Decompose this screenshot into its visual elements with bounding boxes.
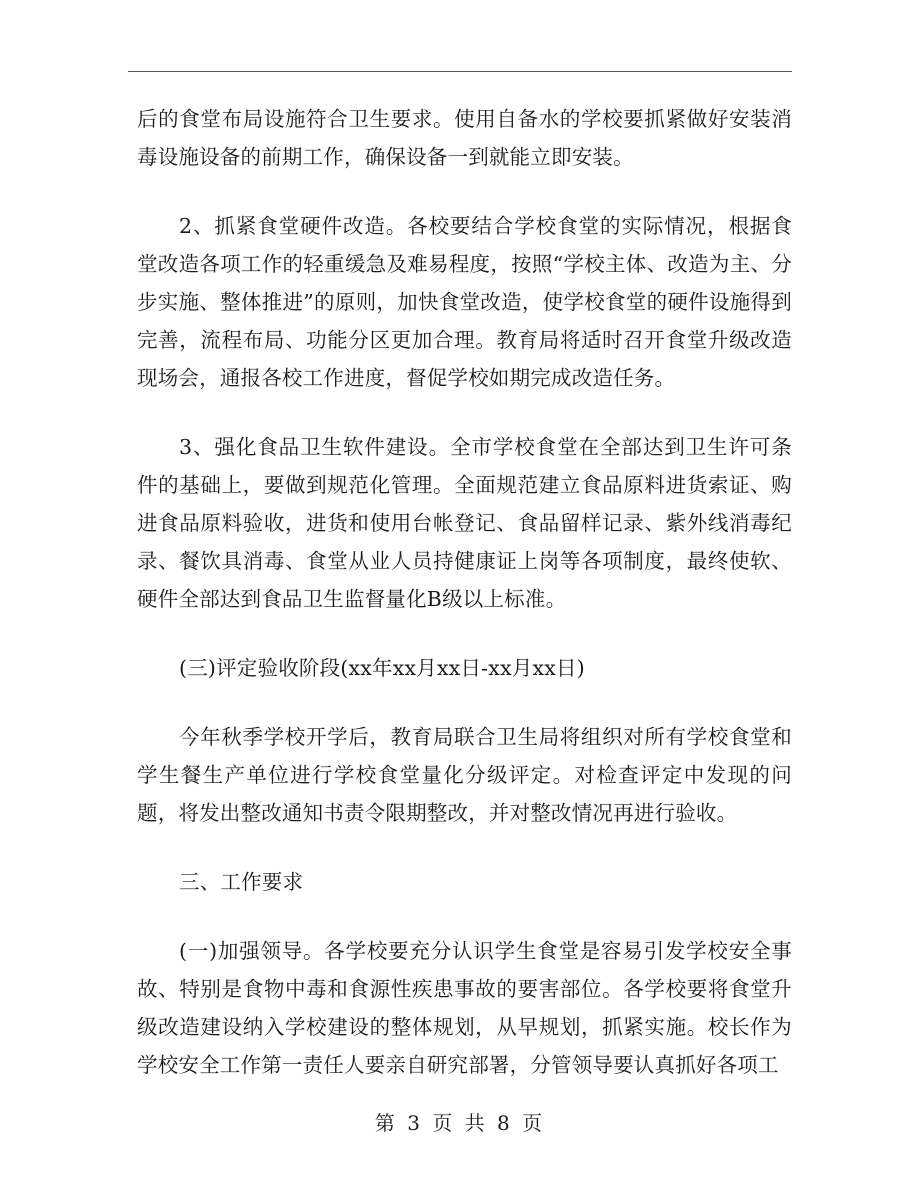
paragraph-continuation: 后的食堂布局设施符合卫生要求。使用自备水的学校要抓紧做好安装消毒设施设备的前期工作，确保设备一到就能立即安装。: [137, 107, 792, 169]
document-body: [137, 100, 792, 1115]
section-heading-evaluation: (三)评定验收阶段(xx年xx月xx日-xx月xx日): [179, 656, 585, 680]
page-number: 第 3 页 共 8 页: [374, 1111, 546, 1135]
paragraph-leadership: (一)加强领导。各学校要充分认识学生食堂是容易引发学校安全事故、特别是食物中毒和食源性疾患事故的要害部位。各学校要将食堂升级改造建设纳入学校建设的整体规划，从早规划，抓紧实施。校长作为学校安全工作第一责任人要亲自研究部署，分管领导要认真抓好各项工: [137, 939, 792, 1077]
paragraph-evaluation: 今年秋季学校开学后，教育局联合卫生局将组织对所有学校食堂和学生餐生产单位进行学校食堂量化分级评定。对检查评定中发现的问题，将发出整改通知书责令限期整改，并对整改情况再进行验收。: [137, 725, 792, 825]
section-heading-requirements: 三、工作要求: [179, 870, 304, 894]
paragraph-hardware-renovation: 2、抓紧食堂硬件改造。各校要结合学校食堂的实际情况，根据食堂改造各项工作的轻重缓急及难易程度，按照“学校主体、改造为主、分步实施、整体推进”的原则，加快食堂改造，使学校食堂的硬件设施得到完善，流程布局、功能分区更加合理。教育局将适时召开食堂升级改造现场会，通报各校工作进度，督促学校如期完成改造任务。: [137, 214, 792, 390]
header-rule: [128, 71, 792, 72]
paragraph-software-construction: 3、强化食品卫生软件建设。全市学校食堂在全部达到卫生许可条件的基础上，要做到规范化管理。全面规范建立食品原料进货索证、购进食品原料验收，进货和使用台帐登记、食品留样记录、紫外线消毒纪录、餐饮具消毒、食堂从业人员持健康证上岗等各项制度，最终使软、硬件全部达到食品卫生监督量化B级以上标准。: [137, 435, 792, 611]
